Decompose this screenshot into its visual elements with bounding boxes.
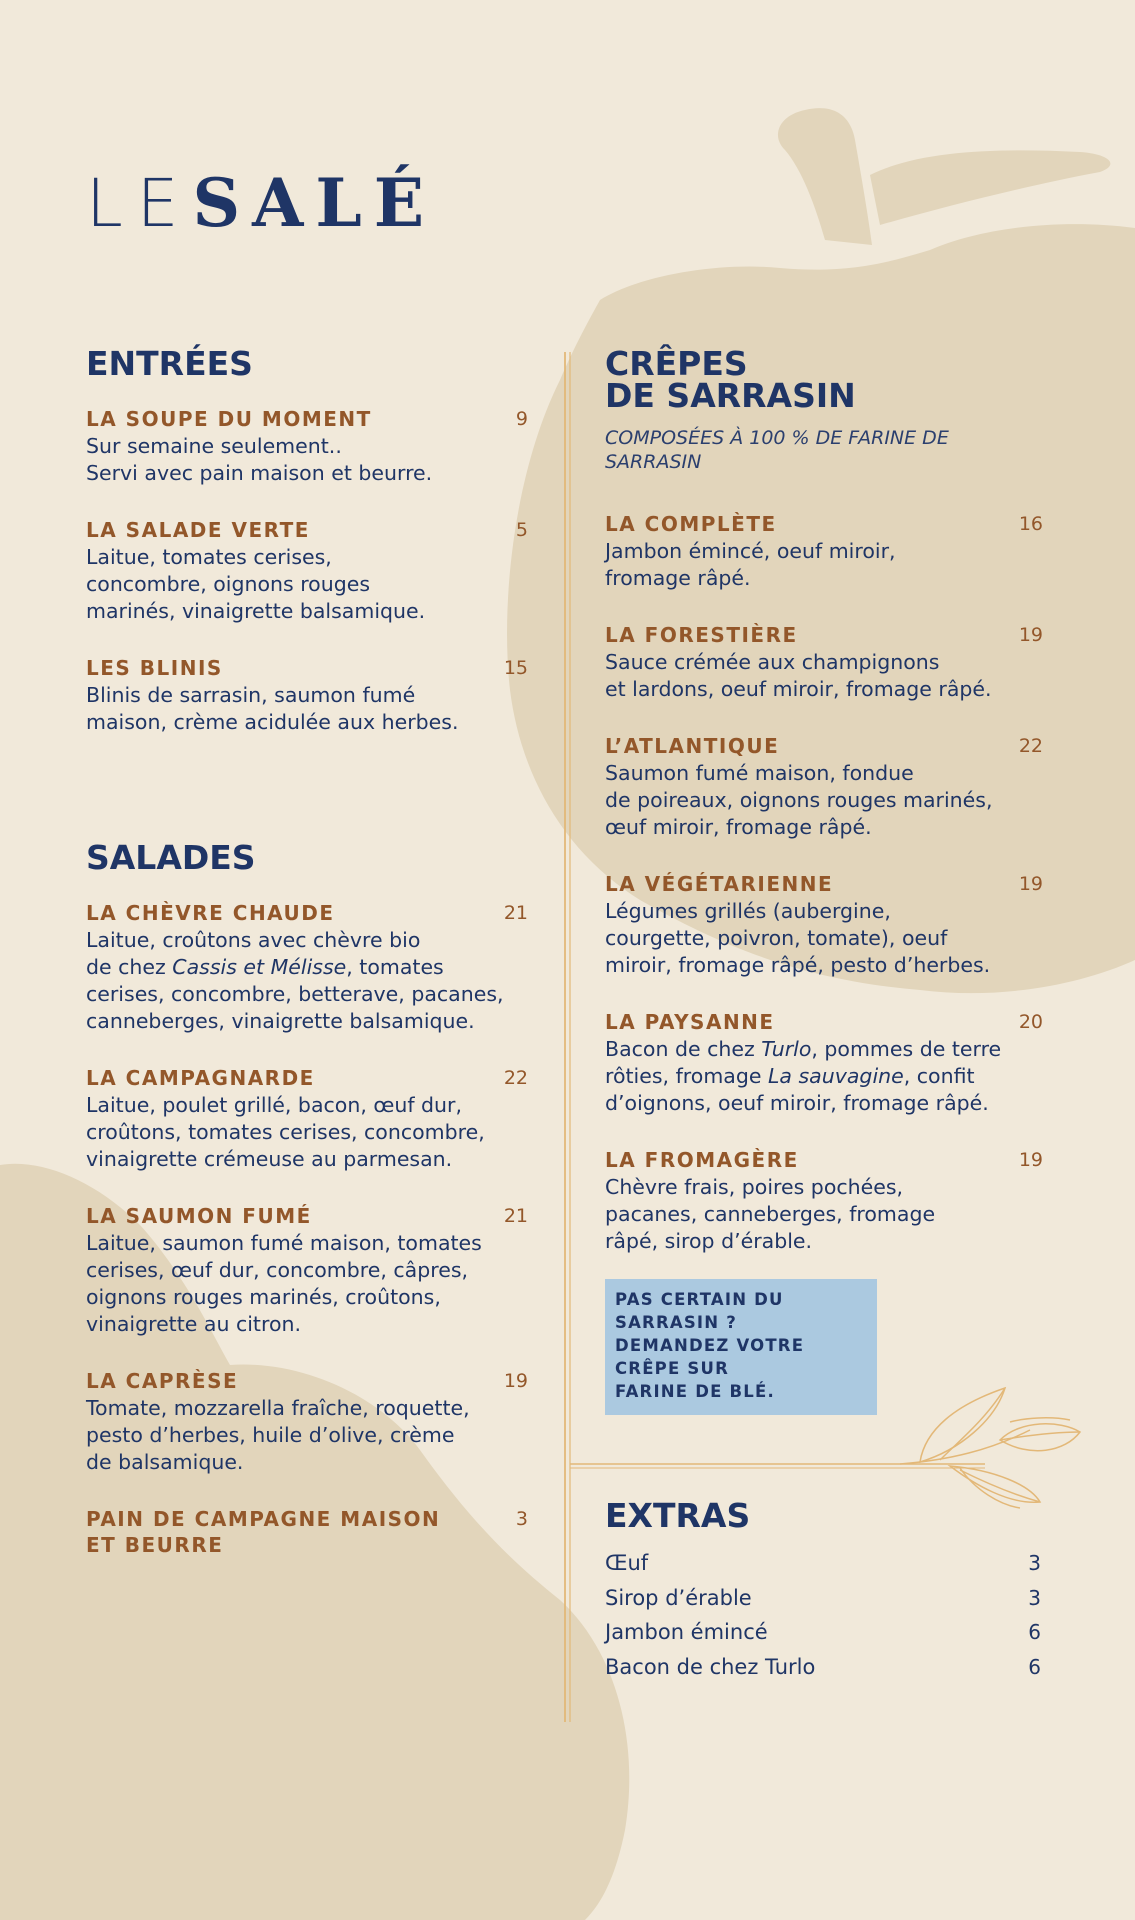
section-title-crepes: CRÊPES DE SARRASIN bbox=[605, 344, 856, 415]
item-name: LA CAMPAGNARDE bbox=[86, 1066, 315, 1090]
item-description-emphasis: La sauvagine bbox=[768, 1064, 904, 1088]
menu-item bbox=[605, 511, 1047, 592]
item-name: LA PAYSANNE bbox=[605, 1010, 775, 1034]
menu-item bbox=[86, 517, 532, 625]
extra-name: Sirop d’érable bbox=[605, 1585, 752, 1610]
item-price: 15 bbox=[503, 657, 528, 679]
menu-item bbox=[605, 1009, 1047, 1117]
item-description bbox=[86, 927, 532, 1035]
item-description-emphasis: Cassis et Mélisse bbox=[172, 955, 347, 979]
extra-item bbox=[605, 1650, 1045, 1685]
item-description: Laitue, saumon fumé maison, tomates cerises, œuf dur, concombre, câpres, oignons rouges marinés, croûtons, vinaigrette au citron. bbox=[86, 1231, 482, 1336]
item-price: 9 bbox=[515, 408, 528, 430]
menu-item bbox=[86, 406, 532, 487]
item-description: Légumes grillés (aubergine, courgette, poivron, tomate), oeuf miroir, fromage râpé, pesto d’herbes. bbox=[605, 899, 991, 977]
extra-item bbox=[605, 1615, 1045, 1650]
item-name: PAIN DE CAMPAGNE MAISON ET BEURRE bbox=[86, 1507, 441, 1557]
extra-price: 6 bbox=[1028, 1654, 1041, 1679]
extra-item bbox=[605, 1546, 1045, 1581]
menu-item bbox=[86, 1368, 532, 1476]
item-name: LA CAPRÈSE bbox=[86, 1369, 239, 1393]
item-name: LA VÉGÉTARIENNE bbox=[605, 872, 834, 896]
item-description-part: Bacon de chez bbox=[605, 1037, 762, 1061]
item-price: 22 bbox=[503, 1067, 528, 1089]
item-name: LA SAUMON FUMÉ bbox=[86, 1204, 312, 1228]
section-subtitle: COMPOSÉES À 100 % DE FARINE DE SARRASIN bbox=[605, 427, 949, 473]
item-price: 19 bbox=[1018, 624, 1043, 646]
menu-item bbox=[86, 655, 532, 736]
extra-name: Œuf bbox=[605, 1551, 649, 1575]
item-description-part: , tomates cerises, concombre, betterave, pacanes, canneberges, vinaigrette balsamique. bbox=[86, 955, 504, 1033]
page-title-bold: SALÉ bbox=[192, 164, 437, 242]
item-description: Laitue, tomates cerises, concombre, oignons rouges marinés, vinaigrette balsamique. bbox=[86, 545, 426, 623]
item-description: Chèvre frais, poires pochées, pacanes, canneberges, fromage râpé, sirop d’érable. bbox=[605, 1175, 936, 1253]
item-description: Sauce crémée aux champignons et lardons, oeuf miroir, fromage râpé. bbox=[605, 650, 992, 701]
menu-item bbox=[86, 1203, 532, 1338]
section-title-extras: EXTRAS bbox=[605, 1496, 751, 1535]
item-name: LA FORESTIÈRE bbox=[605, 623, 798, 647]
item-name: LA CHÈVRE CHAUDE bbox=[86, 901, 335, 925]
apple-stem-decoration bbox=[778, 108, 872, 245]
item-description-part: , pommes de terre rôties, fromage bbox=[605, 1037, 1002, 1088]
item-price: 19 bbox=[1018, 873, 1043, 895]
item-name: LA FROMAGÈRE bbox=[605, 1148, 799, 1172]
item-price: 22 bbox=[1018, 735, 1043, 757]
item-price: 5 bbox=[515, 519, 528, 541]
item-name: LA SOUPE DU MOMENT bbox=[86, 407, 372, 431]
item-name: L’ATLANTIQUE bbox=[605, 734, 780, 758]
extras-section bbox=[605, 1496, 1045, 1684]
left-column bbox=[86, 344, 532, 1558]
item-price: 3 bbox=[515, 1508, 528, 1530]
extra-name: Jambon émincé bbox=[605, 1620, 768, 1644]
item-price: 19 bbox=[1018, 1149, 1043, 1171]
item-description-part: , confit d’oignons, oeuf miroir, fromage râpé. bbox=[605, 1064, 989, 1115]
apple-leaf-decoration bbox=[870, 150, 1110, 225]
menu-item bbox=[605, 733, 1047, 841]
section-title-entrees: ENTRÉES bbox=[86, 344, 253, 383]
right-column bbox=[605, 344, 1047, 1415]
item-description: Laitue, poulet grillé, bacon, œuf dur, croûtons, tomates cerises, concombre, vinaigrette crémeuse au parmesan. bbox=[86, 1093, 485, 1171]
item-price: 19 bbox=[503, 1370, 528, 1392]
section-title-salades: SALADES bbox=[86, 838, 256, 877]
item-description: Blinis de sarrasin, saumon fumé maison, crème acidulée aux herbes. bbox=[86, 683, 459, 734]
item-price: 16 bbox=[1018, 513, 1043, 535]
item-name: LA SALADE VERTE bbox=[86, 518, 310, 542]
extra-price: 3 bbox=[1028, 1551, 1041, 1575]
item-price: 21 bbox=[503, 1205, 528, 1227]
item-description-part: Laitue, croûtons avec chèvre bio de chez bbox=[86, 928, 421, 979]
item-description: Saumon fumé maison, fondue de poireaux, oignons rouges marinés, œuf miroir, fromage râpé. bbox=[605, 761, 993, 839]
extra-price: 6 bbox=[1028, 1620, 1041, 1644]
extra-item bbox=[605, 1581, 1045, 1616]
extra-price: 3 bbox=[1028, 1585, 1041, 1610]
menu-item bbox=[86, 1506, 532, 1558]
page-title bbox=[86, 164, 437, 242]
item-description: Jambon émincé, oeuf miroir, fromage râpé. bbox=[605, 539, 896, 590]
menu-item bbox=[86, 900, 532, 1035]
item-price: 21 bbox=[503, 902, 528, 924]
menu-item bbox=[605, 871, 1047, 979]
menu-item bbox=[605, 622, 1047, 703]
item-description: Sur semaine seulement.. Servi avec pain maison et beurre. bbox=[86, 434, 433, 485]
item-description bbox=[605, 1036, 1047, 1117]
item-name: LES BLINIS bbox=[86, 656, 223, 680]
item-name: LA COMPLÈTE bbox=[605, 512, 777, 536]
page-title-light: LE bbox=[86, 165, 193, 242]
menu-item bbox=[86, 1065, 532, 1173]
item-description: Tomate, mozzarella fraîche, roquette, pesto d’herbes, huile d’olive, crème de balsamique. bbox=[86, 1396, 470, 1474]
item-price: 20 bbox=[1018, 1011, 1043, 1033]
extra-name: Bacon de chez Turlo bbox=[605, 1654, 816, 1679]
wheat-flour-note: PAS CERTAIN DU SARRASIN ? DEMANDEZ VOTRE CRÊPE SUR FARINE DE BLÉ. bbox=[605, 1279, 877, 1415]
item-description-emphasis: Turlo bbox=[761, 1037, 812, 1061]
menu-item bbox=[605, 1147, 1047, 1255]
